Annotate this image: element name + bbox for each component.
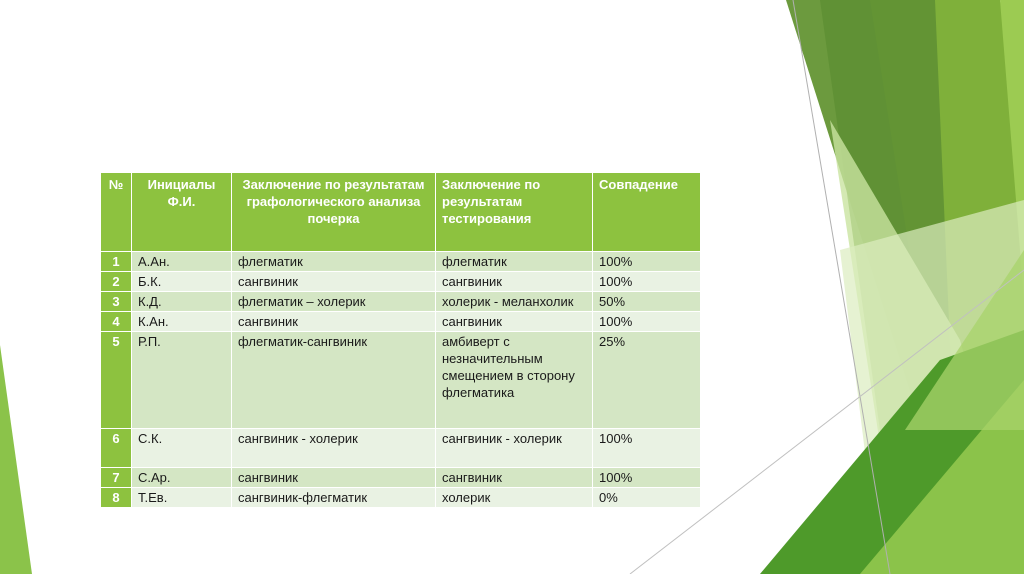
row-number: 6 [101, 429, 132, 468]
graphology-cell: флегматик-сангвиник [232, 332, 436, 429]
comparison-table [100, 172, 701, 508]
initials-cell: К.Д. [132, 292, 232, 312]
graphology-cell: флегматик – холерик [232, 292, 436, 312]
testing-cell: сангвиник [436, 312, 593, 332]
row-number: 4 [101, 312, 132, 332]
match-cell: 50% [593, 292, 701, 312]
testing-cell: амбиверт с незначительным смещением в сторону флегматика [436, 332, 593, 429]
table-row [101, 272, 701, 292]
column-header-graphology: Заключение по результатам графологического анализа почерка [232, 173, 436, 252]
row-number: 1 [101, 252, 132, 272]
match-cell: 100% [593, 252, 701, 272]
match-cell: 25% [593, 332, 701, 429]
graphology-cell: сангвиник - холерик [232, 429, 436, 468]
initials-cell: С.К. [132, 429, 232, 468]
initials-cell: Б.К. [132, 272, 232, 292]
initials-cell: Т.Ев. [132, 488, 232, 508]
testing-cell: холерик [436, 488, 593, 508]
table-row [101, 312, 701, 332]
initials-cell: Р.П. [132, 332, 232, 429]
row-number: 5 [101, 332, 132, 429]
graphology-cell: флегматик [232, 252, 436, 272]
graphology-cell: сангвиник [232, 312, 436, 332]
graphology-cell: сангвиник [232, 468, 436, 488]
initials-cell: К.Ан. [132, 312, 232, 332]
testing-cell: сангвиник [436, 468, 593, 488]
testing-cell: сангвиник - холерик [436, 429, 593, 468]
left-green-sliver [0, 345, 32, 574]
testing-cell: флегматик [436, 252, 593, 272]
match-cell: 100% [593, 429, 701, 468]
testing-cell: холерик - меланхолик [436, 292, 593, 312]
column-header-match: Совпадение [593, 173, 701, 252]
match-cell: 100% [593, 312, 701, 332]
graphology-cell: сангвиник [232, 272, 436, 292]
match-cell: 100% [593, 272, 701, 292]
initials-cell: А.Ан. [132, 252, 232, 272]
testing-cell: сангвиник [436, 272, 593, 292]
table-header-row [101, 173, 701, 252]
comparison-table-container [100, 172, 700, 508]
table-row [101, 468, 701, 488]
table-row [101, 252, 701, 272]
match-cell: 0% [593, 488, 701, 508]
row-number: 7 [101, 468, 132, 488]
initials-cell: С.Ар. [132, 468, 232, 488]
table-row [101, 429, 701, 468]
row-number: 3 [101, 292, 132, 312]
table-row [101, 332, 701, 429]
row-number: 8 [101, 488, 132, 508]
column-header-initials: Инициалы Ф.И. [132, 173, 232, 252]
row-number: 2 [101, 272, 132, 292]
column-header-number: № [101, 173, 132, 252]
column-header-testing: Заключение по результатам тестирования [436, 173, 593, 252]
graphology-cell: сангвиник-флегматик [232, 488, 436, 508]
table-row [101, 488, 701, 508]
table-row [101, 292, 701, 312]
match-cell: 100% [593, 468, 701, 488]
